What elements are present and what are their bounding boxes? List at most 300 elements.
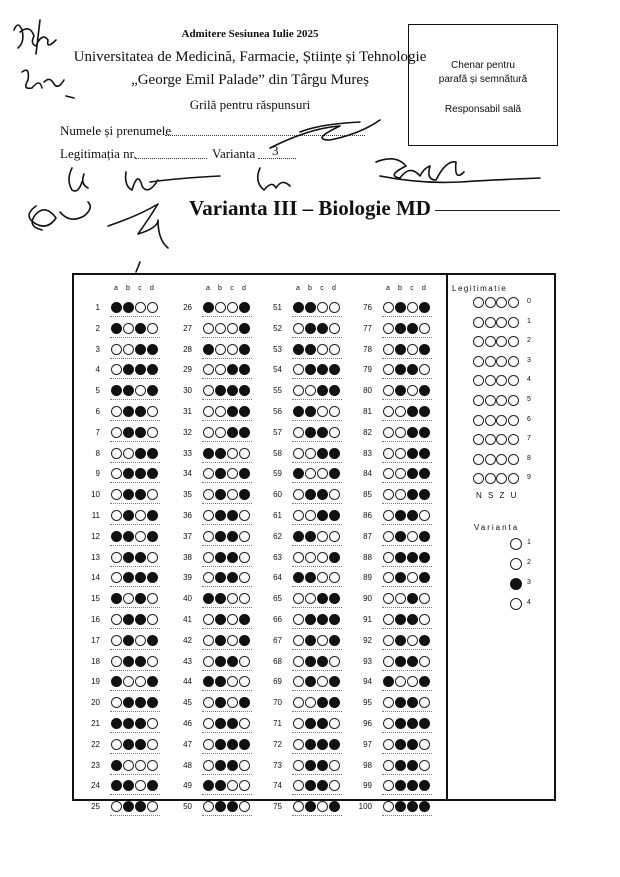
answer-bubble-63-b[interactable] — [305, 552, 316, 563]
answer-bubble-32-a[interactable] — [203, 427, 214, 438]
answer-bubble-2-d[interactable] — [147, 323, 158, 334]
legitimatie-bubble-1-0[interactable] — [485, 297, 496, 308]
answer-bubble-13-b[interactable] — [123, 552, 134, 563]
answer-bubble-28-c[interactable] — [227, 344, 238, 355]
answer-bubble-53-b[interactable] — [305, 344, 316, 355]
answer-bubble-91-b[interactable] — [395, 614, 406, 625]
answer-bubble-22-d[interactable] — [147, 739, 158, 750]
answer-bubble-37-c[interactable] — [227, 531, 238, 542]
answer-bubble-72-c[interactable] — [317, 739, 328, 750]
answer-bubble-51-c[interactable] — [317, 302, 328, 313]
answer-bubble-57-a[interactable] — [293, 427, 304, 438]
answer-bubble-67-c[interactable] — [317, 635, 328, 646]
answer-bubble-58-d[interactable] — [329, 448, 340, 459]
answer-bubble-67-d[interactable] — [329, 635, 340, 646]
answer-bubble-31-b[interactable] — [215, 406, 226, 417]
question-number: 67 — [273, 635, 282, 645]
answer-bubble-11-b[interactable] — [123, 510, 134, 521]
answer-bubble-87-d[interactable] — [419, 531, 430, 542]
answer-bubble-31-c[interactable] — [227, 406, 238, 417]
answer-bubble-46-d[interactable] — [239, 718, 250, 729]
answer-bubble-47-d[interactable] — [239, 739, 250, 750]
answer-bubble-46-a[interactable] — [203, 718, 214, 729]
answer-bubble-23-c[interactable] — [135, 760, 146, 771]
question-number: 97 — [363, 739, 372, 749]
answer-bubble-33-c[interactable] — [227, 448, 238, 459]
answer-bubble-8-c[interactable] — [135, 448, 146, 459]
legitimatie-bubble-0-6[interactable] — [473, 415, 484, 426]
answer-bubble-36-a[interactable] — [203, 510, 214, 521]
answer-bubble-51-b[interactable] — [305, 302, 316, 313]
answer-bubble-91-c[interactable] — [407, 614, 418, 625]
legitimatie-bubble-2-1[interactable] — [496, 317, 507, 328]
answer-bubble-58-c[interactable] — [317, 448, 328, 459]
answer-bubble-71-c[interactable] — [317, 718, 328, 729]
answer-bubble-83-c[interactable] — [407, 448, 418, 459]
question-number: 75 — [273, 802, 282, 812]
answer-bubble-58-b[interactable] — [305, 448, 316, 459]
answer-bubble-67-a[interactable] — [293, 635, 304, 646]
answer-bubble-96-c[interactable] — [407, 718, 418, 729]
legitimatie-bubble-1-4[interactable] — [485, 375, 496, 386]
answer-bubble-1-b[interactable] — [123, 302, 134, 313]
answer-bubble-52-d[interactable] — [329, 323, 340, 334]
answer-bubble-83-a[interactable] — [383, 448, 394, 459]
answer-bubble-73-a[interactable] — [293, 760, 304, 771]
legitimatie-bubble-3-3[interactable] — [508, 356, 519, 367]
answer-bubble-63-d[interactable] — [329, 552, 340, 563]
answer-bubble-57-c[interactable] — [317, 427, 328, 438]
answer-bubble-2-c[interactable] — [135, 323, 146, 334]
legitimatie-bubble-1-9[interactable] — [485, 473, 496, 484]
answer-bubble-12-c[interactable] — [135, 531, 146, 542]
row-guide — [202, 503, 252, 504]
answer-bubble-92-c[interactable] — [407, 635, 418, 646]
answer-bubble-81-c[interactable] — [407, 406, 418, 417]
legitimatie-bubble-1-6[interactable] — [485, 415, 496, 426]
question-number: 15 — [91, 594, 100, 604]
legitimatie-bubble-3-9[interactable] — [508, 473, 519, 484]
answer-bubble-38-a[interactable] — [203, 552, 214, 563]
answer-bubble-47-a[interactable] — [203, 739, 214, 750]
answer-bubble-42-a[interactable] — [203, 635, 214, 646]
answer-bubble-56-a[interactable] — [293, 406, 304, 417]
answer-bubble-32-b[interactable] — [215, 427, 226, 438]
answer-bubble-31-d[interactable] — [239, 406, 250, 417]
answer-bubble-12-a[interactable] — [111, 531, 122, 542]
answer-bubble-87-b[interactable] — [395, 531, 406, 542]
answer-bubble-13-d[interactable] — [147, 552, 158, 563]
legitimatie-bubble-1-5[interactable] — [485, 395, 496, 406]
answer-bubble-6-c[interactable] — [135, 406, 146, 417]
answer-bubble-36-c[interactable] — [227, 510, 238, 521]
answer-bubble-88-a[interactable] — [383, 552, 394, 563]
answer-bubble-96-a[interactable] — [383, 718, 394, 729]
answer-bubble-93-a[interactable] — [383, 656, 394, 667]
answer-bubble-22-c[interactable] — [135, 739, 146, 750]
answer-bubble-86-d[interactable] — [419, 510, 430, 521]
answer-bubble-88-c[interactable] — [407, 552, 418, 563]
legitimatie-bubble-1-7[interactable] — [485, 434, 496, 445]
answer-bubble-43-c[interactable] — [227, 656, 238, 667]
answer-bubble-38-b[interactable] — [215, 552, 226, 563]
answer-bubble-16-a[interactable] — [111, 614, 122, 625]
answer-bubble-3-c[interactable] — [135, 344, 146, 355]
answer-bubble-33-b[interactable] — [215, 448, 226, 459]
answer-bubble-96-b[interactable] — [395, 718, 406, 729]
answer-bubble-57-b[interactable] — [305, 427, 316, 438]
row-guide — [202, 670, 252, 671]
answer-bubble-21-d[interactable] — [147, 718, 158, 729]
answer-bubble-73-b[interactable] — [305, 760, 316, 771]
answer-bubble-66-a[interactable] — [293, 614, 304, 625]
answer-bubble-11-d[interactable] — [147, 510, 158, 521]
answer-bubble-23-a[interactable] — [111, 760, 122, 771]
answer-bubble-26-a[interactable] — [203, 302, 214, 313]
question-number: 49 — [183, 781, 192, 791]
answer-bubble-66-c[interactable] — [317, 614, 328, 625]
answer-bubble-22-a[interactable] — [111, 739, 122, 750]
answer-bubble-6-d[interactable] — [147, 406, 158, 417]
answer-bubble-78-c[interactable] — [407, 344, 418, 355]
answer-bubble-7-c[interactable] — [135, 427, 146, 438]
answer-bubble-87-a[interactable] — [383, 531, 394, 542]
answer-bubble-42-d[interactable] — [239, 635, 250, 646]
answer-bubble-81-d[interactable] — [419, 406, 430, 417]
answer-bubble-46-b[interactable] — [215, 718, 226, 729]
answer-bubble-48-c[interactable] — [227, 760, 238, 771]
answer-bubble-92-a[interactable] — [383, 635, 394, 646]
legitimatie-bubble-3-4[interactable] — [508, 375, 519, 386]
question-number: 100 — [358, 802, 372, 812]
answer-bubble-38-d[interactable] — [239, 552, 250, 563]
answer-bubble-22-b[interactable] — [123, 739, 134, 750]
legitimatie-bubble-2-8[interactable] — [496, 454, 507, 465]
answer-bubble-88-b[interactable] — [395, 552, 406, 563]
answer-bubble-46-c[interactable] — [227, 718, 238, 729]
answer-bubble-37-d[interactable] — [239, 531, 250, 542]
legitimatie-bubble-1-3[interactable] — [485, 356, 496, 367]
answer-bubble-76-c[interactable] — [407, 302, 418, 313]
answer-bubble-67-b[interactable] — [305, 635, 316, 646]
legitimatie-bubble-3-2[interactable] — [508, 336, 519, 347]
question-number: 88 — [363, 552, 372, 562]
legitimatie-bubble-1-2[interactable] — [485, 336, 496, 347]
answer-bubble-68-a[interactable] — [293, 656, 304, 667]
answer-bubble-56-c[interactable] — [317, 406, 328, 417]
answer-bubble-17-a[interactable] — [111, 635, 122, 646]
answer-bubble-52-c[interactable] — [317, 323, 328, 334]
answer-bubble-16-b[interactable] — [123, 614, 134, 625]
answer-bubble-76-a[interactable] — [383, 302, 394, 313]
answer-bubble-53-d[interactable] — [329, 344, 340, 355]
answer-bubble-53-c[interactable] — [317, 344, 328, 355]
answer-bubble-33-a[interactable] — [203, 448, 214, 459]
row-guide — [110, 462, 160, 463]
legitimatie-bubble-0-1[interactable] — [473, 317, 484, 328]
answer-bubble-81-b[interactable] — [395, 406, 406, 417]
answer-bubble-92-b[interactable] — [395, 635, 406, 646]
answer-bubble-52-a[interactable] — [293, 323, 304, 334]
answer-bubble-43-a[interactable] — [203, 656, 214, 667]
legitimatie-bubble-0-8[interactable] — [473, 454, 484, 465]
answer-bubble-26-d[interactable] — [239, 302, 250, 313]
answer-bubble-72-d[interactable] — [329, 739, 340, 750]
answer-bubble-26-c[interactable] — [227, 302, 238, 313]
answer-bubble-1-d[interactable] — [147, 302, 158, 313]
answer-bubble-78-b[interactable] — [395, 344, 406, 355]
legitimatie-bubble-1-8[interactable] — [485, 454, 496, 465]
legitimatie-bubble-3-0[interactable] — [508, 297, 519, 308]
answer-bubble-73-c[interactable] — [317, 760, 328, 771]
answer-bubble-68-b[interactable] — [305, 656, 316, 667]
answer-bubble-21-c[interactable] — [135, 718, 146, 729]
answer-bubble-27-b[interactable] — [215, 323, 226, 334]
answer-bubble-17-b[interactable] — [123, 635, 134, 646]
answer-bubble-71-b[interactable] — [305, 718, 316, 729]
answer-bubble-23-d[interactable] — [147, 760, 158, 771]
answer-bubble-52-b[interactable] — [305, 323, 316, 334]
answer-bubble-88-d[interactable] — [419, 552, 430, 563]
answer-bubble-62-d[interactable] — [329, 531, 340, 542]
row-guide — [110, 378, 160, 379]
answer-bubble-61-c[interactable] — [317, 510, 328, 521]
answer-bubble-93-c[interactable] — [407, 656, 418, 667]
answer-bubble-96-d[interactable] — [419, 718, 430, 729]
answer-bubble-81-a[interactable] — [383, 406, 394, 417]
answer-bubble-28-d[interactable] — [239, 344, 250, 355]
answer-bubble-82-c[interactable] — [407, 427, 418, 438]
answer-bubble-97-c[interactable] — [407, 739, 418, 750]
answer-bubble-13-a[interactable] — [111, 552, 122, 563]
answer-bubble-27-a[interactable] — [203, 323, 214, 334]
answer-bubble-41-a[interactable] — [203, 614, 214, 625]
legitimatie-bubble-2-0[interactable] — [496, 297, 507, 308]
answer-bubble-91-a[interactable] — [383, 614, 394, 625]
answer-bubble-18-a[interactable] — [111, 656, 122, 667]
legitimatie-bubble-1-1[interactable] — [485, 317, 496, 328]
answer-bubble-62-c[interactable] — [317, 531, 328, 542]
answer-bubble-13-c[interactable] — [135, 552, 146, 563]
signature-box-line2: parafă și semnătură — [438, 74, 528, 85]
answer-bubble-17-c[interactable] — [135, 635, 146, 646]
answer-bubble-86-b[interactable] — [395, 510, 406, 521]
answer-bubble-93-b[interactable] — [395, 656, 406, 667]
answer-bubble-3-a[interactable] — [111, 344, 122, 355]
answer-bubble-11-a[interactable] — [111, 510, 122, 521]
row-guide — [292, 524, 342, 525]
answer-bubble-11-c[interactable] — [135, 510, 146, 521]
answer-bubble-92-d[interactable] — [419, 635, 430, 646]
row-guide — [382, 316, 432, 317]
question-number: 59 — [273, 469, 282, 479]
answer-bubble-7-a[interactable] — [111, 427, 122, 438]
answer-bubble-61-d[interactable] — [329, 510, 340, 521]
answer-bubble-66-d[interactable] — [329, 614, 340, 625]
answer-bubble-38-c[interactable] — [227, 552, 238, 563]
answer-bubble-1-c[interactable] — [135, 302, 146, 313]
answer-bubble-41-b[interactable] — [215, 614, 226, 625]
answer-bubble-62-b[interactable] — [305, 531, 316, 542]
answer-bubble-77-b[interactable] — [395, 323, 406, 334]
legitimatie-bubble-0-3[interactable] — [473, 356, 484, 367]
answer-bubble-86-c[interactable] — [407, 510, 418, 521]
answer-bubble-42-b[interactable] — [215, 635, 226, 646]
answer-bubble-37-a[interactable] — [203, 531, 214, 542]
answer-bubble-97-b[interactable] — [395, 739, 406, 750]
answer-bubble-43-d[interactable] — [239, 656, 250, 667]
answer-bubble-8-a[interactable] — [111, 448, 122, 459]
answer-bubble-8-b[interactable] — [123, 448, 134, 459]
row-guide — [202, 378, 252, 379]
answer-bubble-56-d[interactable] — [329, 406, 340, 417]
answer-bubble-97-d[interactable] — [419, 739, 430, 750]
answer-bubble-87-c[interactable] — [407, 531, 418, 542]
legitimatie-bubble-3-6[interactable] — [508, 415, 519, 426]
answer-bubble-58-a[interactable] — [293, 448, 304, 459]
answer-bubble-31-a[interactable] — [203, 406, 214, 417]
answer-bubble-27-c[interactable] — [227, 323, 238, 334]
answer-bubble-98-a[interactable] — [383, 760, 394, 771]
answer-bubble-53-a[interactable] — [293, 344, 304, 355]
answer-bubble-62-a[interactable] — [293, 531, 304, 542]
answer-bubble-36-d[interactable] — [239, 510, 250, 521]
answer-bubble-12-b[interactable] — [123, 531, 134, 542]
answer-bubble-17-d[interactable] — [147, 635, 158, 646]
answer-bubble-48-a[interactable] — [203, 760, 214, 771]
answer-bubble-37-b[interactable] — [215, 531, 226, 542]
answer-bubble-33-d[interactable] — [239, 448, 250, 459]
question-number: 57 — [273, 427, 282, 437]
answer-bubble-6-a[interactable] — [111, 406, 122, 417]
answer-bubble-12-d[interactable] — [147, 531, 158, 542]
answer-bubble-77-d[interactable] — [419, 323, 430, 334]
answer-bubble-91-d[interactable] — [419, 614, 430, 625]
varianta-bubble-2[interactable] — [510, 558, 522, 570]
answer-bubble-2-b[interactable] — [123, 323, 134, 334]
answer-bubble-73-d[interactable] — [329, 760, 340, 771]
answer-bubble-21-a[interactable] — [111, 718, 122, 729]
answer-bubble-86-a[interactable] — [383, 510, 394, 521]
answer-bubble-3-d[interactable] — [147, 344, 158, 355]
answer-bubble-18-b[interactable] — [123, 656, 134, 667]
answer-bubble-51-d[interactable] — [329, 302, 340, 313]
answer-bubble-72-b[interactable] — [305, 739, 316, 750]
answer-bubble-76-b[interactable] — [395, 302, 406, 313]
answer-bubble-71-a[interactable] — [293, 718, 304, 729]
answer-bubble-21-b[interactable] — [123, 718, 134, 729]
answer-bubble-78-a[interactable] — [383, 344, 394, 355]
answer-bubble-1-a[interactable] — [111, 302, 122, 313]
answer-bubble-56-b[interactable] — [305, 406, 316, 417]
legitimatie-digit: 9 — [527, 474, 531, 482]
legitimatie-bubble-0-5[interactable] — [473, 395, 484, 406]
answer-bubble-7-b[interactable] — [123, 427, 134, 438]
legitimatie-bubble-3-7[interactable] — [508, 434, 519, 445]
answer-bubble-63-a[interactable] — [293, 552, 304, 563]
answer-bubble-23-b[interactable] — [123, 760, 134, 771]
legitimatie-bubble-3-1[interactable] — [508, 317, 519, 328]
answer-bubble-27-d[interactable] — [239, 323, 250, 334]
answer-bubble-32-d[interactable] — [239, 427, 250, 438]
answer-bubble-41-d[interactable] — [239, 614, 250, 625]
answer-bubble-7-d[interactable] — [147, 427, 158, 438]
answer-bubble-3-b[interactable] — [123, 344, 134, 355]
row-guide — [202, 566, 252, 567]
answer-bubble-77-a[interactable] — [383, 323, 394, 334]
answer-bubble-26-b[interactable] — [215, 302, 226, 313]
answer-bubble-83-d[interactable] — [419, 448, 430, 459]
answer-bubble-16-c[interactable] — [135, 614, 146, 625]
answer-bubble-78-d[interactable] — [419, 344, 430, 355]
answer-bubble-18-d[interactable] — [147, 656, 158, 667]
answer-bubble-47-b[interactable] — [215, 739, 226, 750]
answer-bubble-61-a[interactable] — [293, 510, 304, 521]
varianta-bubble-3[interactable] — [510, 578, 522, 590]
answer-bubble-97-a[interactable] — [383, 739, 394, 750]
answer-bubble-71-d[interactable] — [329, 718, 340, 729]
legitimatie-bubble-3-5[interactable] — [508, 395, 519, 406]
legitimatie-bubble-0-0[interactable] — [473, 297, 484, 308]
question-number: 45 — [183, 698, 192, 708]
answer-bubble-42-c[interactable] — [227, 635, 238, 646]
answer-bubble-61-b[interactable] — [305, 510, 316, 521]
answer-bubble-72-a[interactable] — [293, 739, 304, 750]
legitimatie-bubble-2-6[interactable] — [496, 415, 507, 426]
row-guide — [382, 399, 432, 400]
answer-bubble-77-c[interactable] — [407, 323, 418, 334]
answer-bubble-43-b[interactable] — [215, 656, 226, 667]
legitimatie-bubble-2-3[interactable] — [496, 356, 507, 367]
legitimatie-bubble-2-5[interactable] — [496, 395, 507, 406]
answer-bubble-48-d[interactable] — [239, 760, 250, 771]
answer-bubble-93-d[interactable] — [419, 656, 430, 667]
answer-bubble-68-d[interactable] — [329, 656, 340, 667]
answer-bubble-47-c[interactable] — [227, 739, 238, 750]
answer-bubble-82-b[interactable] — [395, 427, 406, 438]
answer-bubble-18-c[interactable] — [135, 656, 146, 667]
question-number: 24 — [91, 781, 100, 791]
answer-bubble-28-a[interactable] — [203, 344, 214, 355]
answer-bubble-98-b[interactable] — [395, 760, 406, 771]
answer-bubble-68-c[interactable] — [317, 656, 328, 667]
answer-bubble-32-c[interactable] — [227, 427, 238, 438]
answer-bubble-82-d[interactable] — [419, 427, 430, 438]
answer-bubble-41-c[interactable] — [227, 614, 238, 625]
answer-bubble-98-c[interactable] — [407, 760, 418, 771]
answer-bubble-6-b[interactable] — [123, 406, 134, 417]
legitimatie-bubble-3-8[interactable] — [508, 454, 519, 465]
answer-bubble-57-d[interactable] — [329, 427, 340, 438]
answer-bubble-16-d[interactable] — [147, 614, 158, 625]
answer-bubble-51-a[interactable] — [293, 302, 304, 313]
varianta-bubble-4[interactable] — [510, 598, 522, 610]
answer-bubble-63-c[interactable] — [317, 552, 328, 563]
question-number: 9 — [95, 469, 100, 479]
varianta-bubble-1[interactable] — [510, 538, 522, 550]
answer-bubble-48-b[interactable] — [215, 760, 226, 771]
answer-bubble-98-d[interactable] — [419, 760, 430, 771]
answer-bubble-8-d[interactable] — [147, 448, 158, 459]
answer-bubble-76-d[interactable] — [419, 302, 430, 313]
answer-bubble-2-a[interactable] — [111, 323, 122, 334]
answer-bubble-82-a[interactable] — [383, 427, 394, 438]
answer-bubble-66-b[interactable] — [305, 614, 316, 625]
answer-bubble-83-b[interactable] — [395, 448, 406, 459]
answer-bubble-36-b[interactable] — [215, 510, 226, 521]
question-number: 96 — [363, 719, 372, 728]
answer-bubble-28-b[interactable] — [215, 344, 226, 355]
